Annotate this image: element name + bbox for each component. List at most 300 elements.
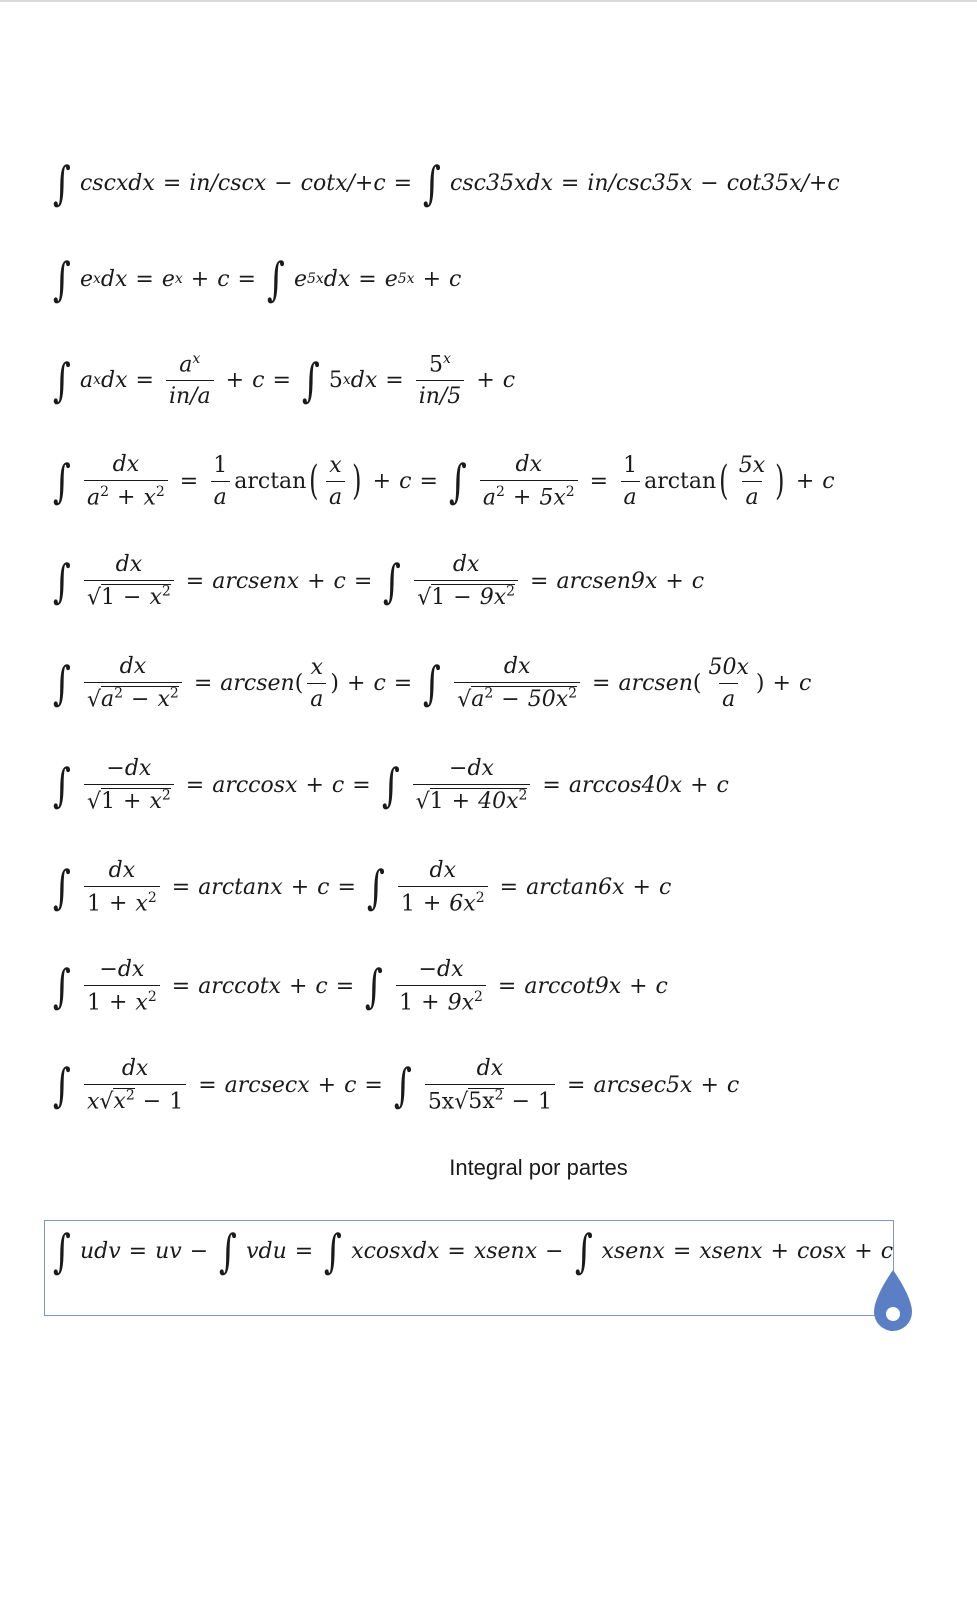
term: x [149, 789, 162, 815]
plus: + [700, 1072, 719, 1098]
equals: = [272, 367, 291, 393]
equals: = [447, 1238, 466, 1264]
exponent: x [342, 372, 351, 388]
numerator: −dx [106, 755, 152, 781]
equals: = [352, 772, 371, 798]
minus: − [511, 1089, 531, 1115]
integral-sign: ∫ [381, 758, 400, 812]
minus: − [123, 585, 142, 611]
square: 2 [147, 889, 157, 906]
equals: = [358, 266, 377, 292]
term: 5x [539, 485, 566, 511]
formula-row-csc [50, 138, 840, 228]
plus: + [372, 468, 392, 494]
plus: + [290, 874, 310, 900]
radicand [113, 1088, 134, 1114]
term: a [86, 485, 101, 511]
square: 2 [100, 483, 110, 500]
term: 40x [478, 789, 519, 815]
term: a [482, 485, 496, 511]
term: xsenx [473, 1238, 538, 1264]
term: x [113, 1089, 126, 1115]
plus: + [108, 990, 128, 1016]
square: 2 [161, 787, 171, 804]
equals: = [135, 266, 154, 292]
formula-row-arcsec [50, 1040, 739, 1130]
differential: dx [100, 266, 128, 292]
fraction [166, 351, 214, 409]
fraction [416, 351, 465, 409]
equals: = [419, 468, 438, 494]
plus: + [317, 1072, 337, 1098]
denominator [84, 1084, 186, 1114]
integral-sign: ∫ [574, 1224, 593, 1278]
formula-row-arccos [50, 740, 729, 830]
fraction [480, 452, 578, 510]
equals: = [128, 1238, 148, 1264]
fraction [307, 655, 326, 712]
equals: = [179, 468, 199, 494]
plus: + [795, 468, 815, 494]
numerator: 5 [429, 352, 444, 378]
formula-row-arcsen-a [50, 638, 811, 728]
minus: − [453, 585, 472, 611]
numerator: 5x [738, 452, 766, 478]
numerator: −dx [449, 755, 494, 781]
section-heading: Integral por partes [449, 1155, 628, 1180]
equals: = [171, 973, 191, 999]
exponent: x [93, 372, 101, 388]
plus: + [632, 874, 651, 900]
plus: + [629, 973, 648, 999]
equals: = [592, 670, 611, 696]
denominator [454, 682, 580, 712]
square: 2 [484, 685, 494, 702]
denominator: in/5 [416, 380, 465, 409]
equals: = [589, 468, 609, 494]
term: 50x [527, 687, 569, 713]
term: cot35x/+c [726, 170, 840, 196]
term: 1 [431, 585, 446, 611]
fraction [326, 453, 345, 510]
numerator: a [179, 352, 193, 378]
integral-sign: ∫ [52, 156, 71, 210]
fraction [414, 552, 518, 610]
constant: c [252, 367, 265, 393]
denominator [425, 1084, 555, 1114]
plus: + [307, 568, 326, 594]
denominator: a [742, 481, 761, 510]
constant: c [716, 772, 729, 798]
numerator: dx [452, 551, 480, 577]
equals: = [393, 170, 413, 196]
equals: = [193, 670, 213, 696]
integral-sign: ∫ [324, 1224, 343, 1278]
square: 2 [494, 1087, 504, 1104]
integral-sign: ∫ [448, 454, 467, 508]
function-name: arcsen [220, 670, 295, 696]
term: xsenx [699, 1238, 763, 1264]
constant: c [502, 367, 516, 393]
term: a [101, 687, 115, 713]
sqrt-sign: √ [86, 789, 101, 815]
term: 9x [447, 990, 474, 1016]
fraction [84, 1056, 186, 1114]
denominator [84, 580, 174, 610]
square: 2 [565, 483, 575, 500]
formula-row-exp [50, 234, 461, 324]
square: 2 [125, 1087, 135, 1104]
fraction [706, 655, 752, 712]
sqrt-sign: √ [99, 1089, 114, 1115]
constant: c [655, 973, 668, 999]
term: 1 [169, 1089, 184, 1115]
integral-sign: ∫ [52, 353, 71, 407]
term: cosx [796, 1238, 847, 1264]
constant: c [691, 568, 705, 594]
minus: − [142, 1089, 162, 1115]
constant: c [317, 874, 330, 900]
square: 2 [506, 583, 516, 600]
sqrt-sign: √ [457, 687, 472, 713]
square: 2 [155, 483, 165, 500]
term: 1 [429, 789, 444, 815]
fraction [84, 654, 182, 712]
term: in/cscx [189, 170, 267, 196]
equals: = [185, 568, 205, 594]
integral-sign: ∫ [52, 758, 71, 812]
equals: = [294, 1238, 314, 1264]
plus: + [108, 891, 128, 917]
term: 1 [400, 891, 415, 917]
minus: − [545, 1238, 564, 1264]
term: 1 [86, 891, 101, 917]
sqrt-sign: √ [454, 1089, 469, 1115]
equals: = [567, 1072, 586, 1098]
term: 1 [101, 789, 115, 815]
fraction [398, 858, 488, 916]
sqrt-sign: √ [415, 789, 430, 815]
integral-sign: ∫ [52, 1224, 71, 1278]
equals: = [393, 670, 413, 696]
formula-row-partes[interactable] [50, 1206, 893, 1296]
equals: = [499, 874, 519, 900]
plus: + [123, 789, 142, 815]
minus: − [700, 170, 719, 196]
plus: + [770, 1238, 789, 1264]
numerator: dx [429, 857, 456, 883]
term: x [86, 1089, 100, 1115]
exponent: x [443, 350, 451, 367]
radicand [471, 686, 577, 712]
square: 2 [161, 583, 171, 600]
right-paren: ) [330, 670, 340, 696]
minus: − [274, 170, 293, 196]
integral-sign: ∫ [383, 554, 402, 608]
radicand [430, 788, 528, 814]
term: uv [155, 1238, 182, 1264]
fraction [425, 1056, 555, 1114]
numerator: dx [115, 551, 143, 577]
square: 2 [169, 685, 179, 702]
term: x [143, 485, 156, 511]
result: arcsenx [212, 568, 300, 594]
fraction [413, 756, 531, 814]
result: arcsec5x [593, 1072, 693, 1098]
equals: = [353, 568, 373, 594]
exponent: x [192, 350, 201, 367]
fraction [210, 453, 230, 510]
function-name: arctan [644, 468, 717, 494]
fraction [454, 654, 580, 712]
constant: c [822, 468, 835, 494]
constant: c [344, 1072, 357, 1098]
term: 5x [427, 1089, 455, 1115]
base: 5 [328, 367, 343, 393]
denominator [84, 784, 174, 814]
integral-sign: ∫ [266, 252, 285, 306]
plus: + [305, 772, 324, 798]
equals: = [198, 1072, 217, 1098]
square: 2 [114, 685, 124, 702]
exponent: x [93, 271, 101, 287]
plus: + [225, 367, 245, 393]
integral-sign: ∫ [365, 959, 384, 1013]
radicand [431, 584, 515, 610]
numerator: x [329, 452, 342, 478]
left-paren: ( [692, 670, 702, 696]
formula-row-arctan [50, 842, 671, 932]
plus: + [422, 891, 442, 917]
base: a [79, 367, 94, 393]
numerator: x [310, 654, 324, 680]
numerator: dx [503, 653, 531, 679]
denominator [84, 886, 160, 916]
plus: + [665, 568, 684, 594]
fraction [84, 957, 160, 1015]
term: cotx/+c [300, 170, 386, 196]
numerator: 50x [708, 654, 749, 680]
term: 1 [538, 1089, 553, 1115]
constant: c [373, 670, 386, 696]
equals: = [364, 1072, 383, 1098]
plus: + [288, 973, 308, 999]
formula-row-arccot [50, 941, 668, 1031]
fraction [84, 756, 174, 814]
denominator: in/a [166, 380, 214, 409]
radicand [468, 1088, 503, 1114]
integrand: vdu [246, 1238, 287, 1264]
exponent: 5x [397, 271, 415, 287]
plus: + [772, 670, 791, 696]
result: arccot9x [524, 973, 622, 999]
equals: = [135, 367, 154, 393]
right-paren: ) [352, 458, 362, 504]
differential: dx [101, 367, 128, 393]
denominator [398, 886, 488, 916]
integrand: xsenx [601, 1238, 665, 1264]
term: x [135, 891, 148, 917]
term: x [135, 990, 148, 1016]
constant: c [217, 266, 230, 292]
exponent: x [174, 271, 183, 287]
numerator: −dx [418, 956, 464, 982]
base: e [161, 266, 175, 292]
plus: + [476, 367, 495, 393]
term: 1 [399, 990, 414, 1016]
radicand [101, 686, 179, 712]
square: 2 [495, 483, 505, 500]
equals: = [672, 1238, 692, 1264]
equals: = [560, 170, 580, 196]
exponent: 5x [306, 271, 324, 287]
denominator [84, 985, 160, 1015]
integral-sign: ∫ [219, 1224, 238, 1278]
term: 1 [101, 585, 115, 611]
function-name: arcsen [618, 670, 693, 696]
denominator: a [719, 683, 738, 712]
equals: = [171, 874, 191, 900]
equals: = [497, 973, 517, 999]
numerator: dx [112, 451, 140, 477]
integral-sign: ∫ [52, 554, 71, 608]
square: 2 [147, 988, 157, 1005]
radicand [101, 788, 171, 814]
left-paren: ( [309, 458, 319, 504]
formula-row-arctan-a [50, 436, 835, 526]
minus: − [131, 687, 150, 713]
result: arccos40x [568, 772, 683, 798]
constant: c [880, 1238, 894, 1264]
denominator [84, 682, 182, 712]
constant: c [798, 670, 812, 696]
denominator [396, 985, 486, 1015]
equals: = [542, 772, 561, 798]
plus: + [422, 266, 442, 292]
term: a [471, 687, 485, 713]
fraction [84, 858, 160, 916]
differential: dx [323, 266, 351, 292]
term: 1 [86, 990, 101, 1016]
fraction [84, 452, 168, 510]
sqrt-sign: √ [86, 585, 101, 611]
plus: + [190, 266, 210, 292]
integral-sign: ∫ [52, 860, 71, 914]
constant: c [333, 568, 346, 594]
plus: + [117, 485, 136, 511]
integral-sign: ∫ [52, 454, 71, 508]
plus: + [512, 485, 532, 511]
integrand: cscxdx [79, 170, 155, 196]
equals: = [335, 973, 355, 999]
plus: + [690, 772, 709, 798]
fraction [396, 957, 486, 1015]
constant: c [726, 1072, 740, 1098]
result: arccosx [212, 772, 298, 798]
square: 2 [568, 685, 578, 702]
plus: + [347, 670, 366, 696]
integral-sign: ∫ [366, 860, 385, 914]
term: 9x [479, 585, 507, 611]
result: arctanx [198, 874, 283, 900]
term: 5x [468, 1089, 495, 1115]
result: arccotx [198, 973, 281, 999]
numerator: −dx [99, 956, 145, 982]
formula-row-ax [50, 335, 515, 425]
result: arctan6x [526, 874, 625, 900]
numerator: dx [515, 451, 542, 477]
selection-handle-icon[interactable] [872, 1268, 914, 1336]
integral-sign: ∫ [52, 656, 71, 710]
integral-sign: ∫ [301, 353, 320, 407]
formula-row-arcsen [50, 536, 704, 626]
base: e [79, 266, 93, 292]
square: 2 [518, 787, 528, 804]
differential: dx [350, 367, 378, 393]
numerator: 1 [623, 452, 638, 478]
sqrt-sign: √ [417, 585, 432, 611]
fraction [736, 453, 768, 510]
numerator: dx [108, 857, 136, 883]
base: e [293, 266, 307, 292]
integral-sign: ∫ [423, 156, 442, 210]
function-name: arctan [234, 468, 307, 494]
constant: c [315, 973, 328, 999]
constant: c [658, 874, 672, 900]
term: x [149, 585, 162, 611]
numerator: dx [476, 1055, 504, 1081]
numerator: dx [121, 1055, 149, 1081]
base: e [384, 266, 398, 292]
left-paren: ( [294, 670, 304, 696]
square: 2 [473, 988, 483, 1005]
integrand: csc35xdx [450, 170, 553, 196]
denominator [84, 480, 168, 510]
integral-sign: ∫ [393, 1058, 412, 1112]
equals: = [237, 266, 256, 292]
term: x [157, 687, 170, 713]
equals: = [337, 874, 356, 900]
denominator [480, 480, 578, 510]
denominator [414, 580, 518, 610]
constant: c [331, 772, 345, 798]
integrand: xcosxdx [351, 1238, 440, 1264]
numerator: 1 [213, 452, 228, 478]
constant: c [449, 266, 462, 292]
denominator: a [326, 481, 345, 510]
right-paren: ) [755, 670, 765, 696]
equals: = [385, 367, 404, 393]
square: 2 [475, 889, 485, 906]
minus: − [189, 1238, 209, 1264]
plus: + [854, 1238, 873, 1264]
equals: = [530, 568, 549, 594]
term: in/csc35x [587, 170, 693, 196]
plus: + [421, 990, 440, 1016]
integral-sign: ∫ [52, 959, 71, 1013]
integrand: udv [79, 1238, 121, 1264]
numerator: dx [119, 653, 147, 679]
result: arcsen9x [556, 568, 658, 594]
sqrt-sign: √ [86, 687, 101, 713]
denominator: a [307, 683, 326, 712]
denominator: a [211, 481, 230, 510]
term: 6x [449, 891, 476, 917]
left-paren: ( [719, 458, 729, 504]
constant: c [399, 468, 412, 494]
integral-sign: ∫ [52, 252, 71, 306]
denominator [413, 784, 531, 814]
